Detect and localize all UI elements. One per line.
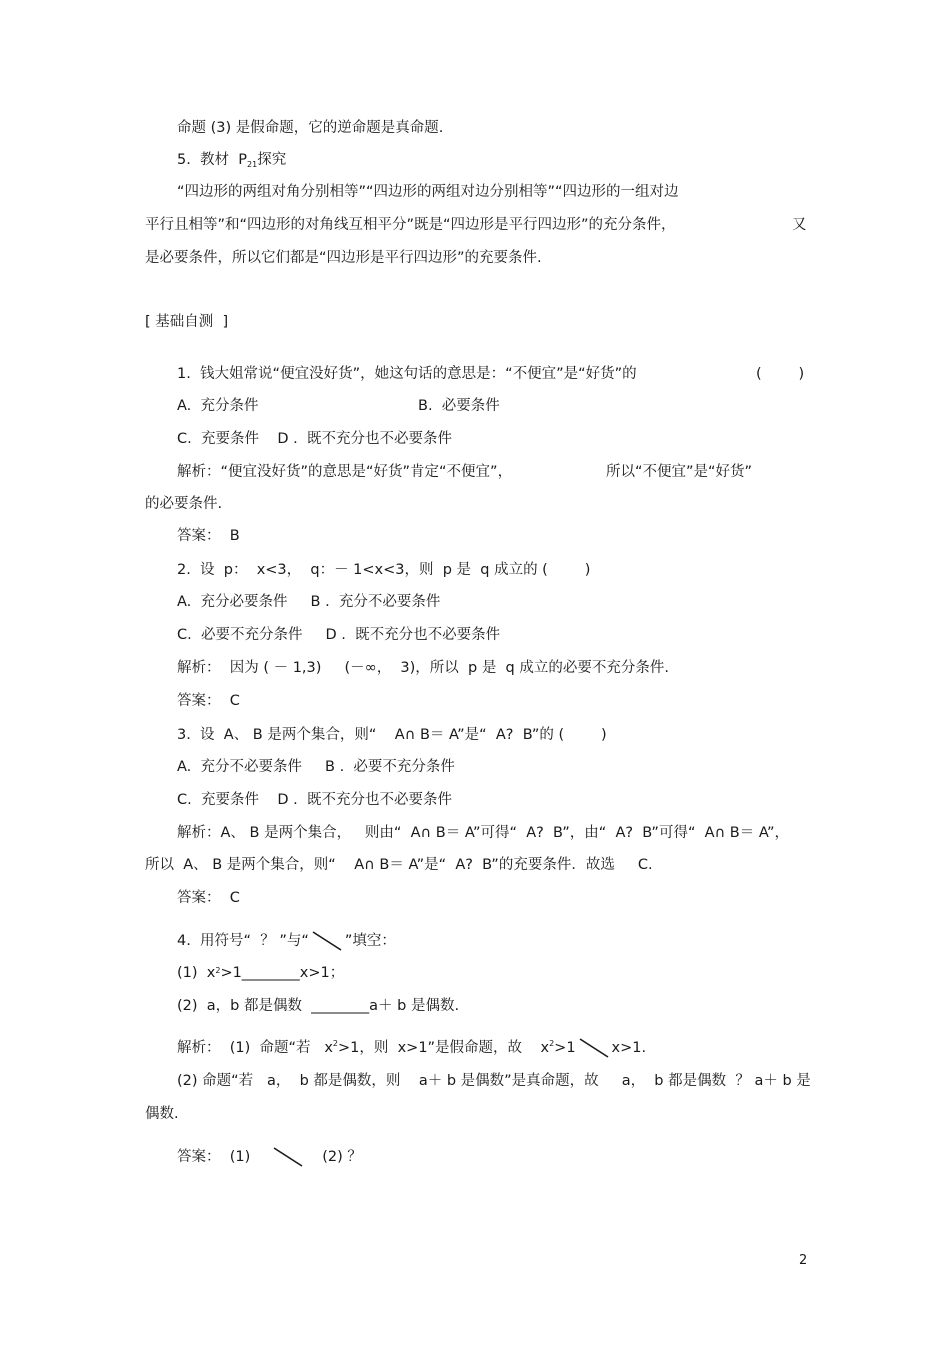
page-number: 2 [799, 1253, 808, 1268]
intro-line-2-sub: 21 [247, 160, 258, 169]
q1-option-cd: C. 充要条件 D . 既不充分也不必要条件 [177, 431, 452, 447]
q2-stem: 2. 设 p： x<3， q：－ 1<x<3，则 p 是 q 成立的 ( ) [177, 562, 591, 578]
q3-solution: 解析：A、 B 是两个集合， 则由“ A∩ B＝ A”可得“ A? B”，由“ A? B”可得“ A∩ B＝ A”， [177, 825, 790, 841]
not-implies-slash-icon [576, 1036, 612, 1060]
q4-stem-end: ”填空： [344, 933, 396, 949]
q1-answer: 答案： B [177, 528, 240, 544]
q4-solution-2-end: 偶数. [145, 1106, 179, 1122]
intro-line-2-num: 5. 教材 P [177, 152, 248, 168]
q4-part-1: (1) $x^2>1\_\_\_\_\_\_\_\_x>1$； [177, 965, 345, 981]
q4-stem-start: 4. 用符号“ ？ ”与“ [177, 933, 309, 949]
not-implies-slash-icon [309, 929, 345, 953]
q3-stem: 3. 设 A、 B 是两个集合，则“ A∩ B＝ A”是“ A? B”的 ( ) [177, 727, 607, 743]
q4-stem [177, 929, 396, 953]
intro-line-5: 是必要条件，所以它们都是“四边形是平行四边形”的充要条件. [145, 250, 542, 266]
intro-line-4-tail: 又 [792, 217, 807, 233]
q3-option-ab: A. 充分不必要条件 B . 必要不充分条件 [177, 759, 455, 775]
q4-solution-1: 解析： (1) 命题“若 $x^2>1$，则 x>1”是假命题，故 $x^2>1$ x>1. [177, 1036, 646, 1060]
q2-answer: 答案： C [177, 693, 240, 709]
intro-line-1: 命题 (3) 是假命题，它的逆命题是真命题. [177, 120, 444, 136]
q1-option-b: B. 必要条件 [418, 398, 500, 414]
intro-line-2 [177, 150, 286, 172]
q3-option-cd: C. 充要条件 D . 既不充分也不必要条件 [177, 792, 452, 808]
q1-solution-cont: 所以“不便宜”是“好货” [606, 464, 753, 480]
q4-solution-2: (2) 命题“若 a， b 都是偶数，则 a＋ b 是偶数”是真命题，故 a， b 都是偶数 ？ a＋ b 是 [177, 1073, 811, 1089]
q1-paren: ( ) [756, 366, 805, 382]
q4-answer: 答案： (1) (2) ？ [177, 1145, 362, 1169]
q1-option-a: A. 充分条件 [177, 398, 259, 414]
section-heading: [ 基础自测 ] [145, 314, 229, 330]
q1-solution: 解析：“便宜没好货”的意思是“好货”肯定“不便宜”， [177, 464, 513, 480]
q2-option-ab: A. 充分必要条件 B . 充分不必要条件 [177, 594, 441, 610]
q3-answer: 答案： C [177, 890, 240, 906]
intro-line-4: 平行且相等”和“四边形的对角线互相平分”既是“四边形是平行四边形”的充分条件， [145, 217, 676, 233]
q1-stem: 1. 钱大姐常说“便宜没好货”，她这句话的意思是：“不便宜”是“好货”的 [177, 366, 637, 382]
q1-solution-end: 的必要条件. [145, 496, 223, 512]
q2-option-cd: C. 必要不充分条件 D . 既不充分也不必要条件 [177, 627, 501, 643]
q2-solution: 解析： 因为 ( － 1,3) (－∞， 3)，所以 p 是 q 成立的必要不充分条件. [177, 660, 669, 676]
q3-solution-cont: 所以 A、 B 是两个集合，则“ A∩ B＝ A”是“ A? B”的充要条件．故选 C. [145, 857, 653, 873]
intro-line-2-rest: 探究 [257, 152, 287, 168]
not-implies-slash-icon [270, 1145, 306, 1169]
q4-part-2: (2) a，b 都是偶数 ________a＋ b 是偶数. [177, 998, 460, 1014]
intro-line-3: “四边形的两组对角分别相等”“四边形的两组对边分别相等”“四边形的一组对边 [177, 184, 679, 200]
